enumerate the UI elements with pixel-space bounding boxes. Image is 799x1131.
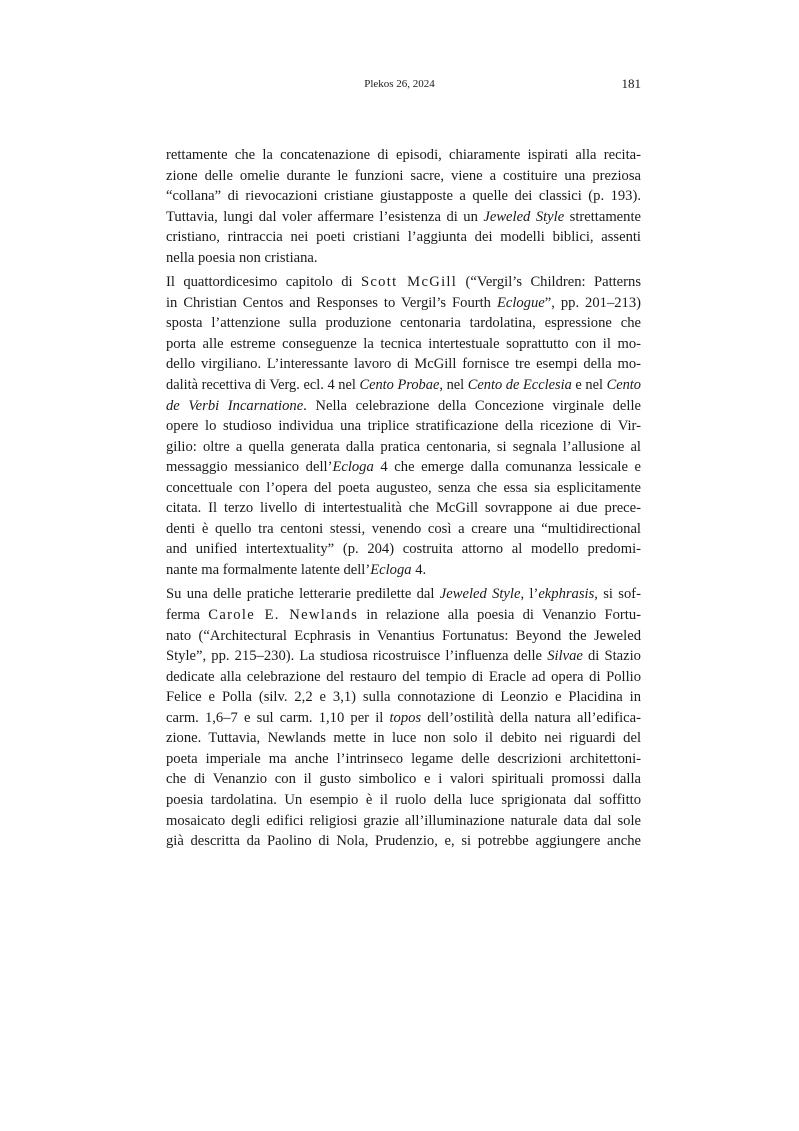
italic-text: Cento xyxy=(606,377,641,394)
text-segment: 4 che emerge dalla comunanza lessicale e xyxy=(373,459,642,476)
text-segment: concettuale con l’opera del poeta augusteo, senza che essa sia esplicitamente xyxy=(166,479,641,496)
text-segment: dedicate alla celebrazione del restauro del tempio di Eracle ad opera di Pollio xyxy=(166,668,641,685)
text-segment: Felice e Polla (silv. 2,2 e 3,1) sulla connotazione di Leonzio e Placidina in xyxy=(166,689,641,706)
text-segment: Style”, pp. 215–230). La studiosa ricostruisce l’influenza delle xyxy=(166,648,548,665)
text-line xyxy=(166,375,641,396)
text-line xyxy=(166,396,641,417)
text-line xyxy=(166,687,641,708)
text-line xyxy=(166,790,641,811)
text-segment: ferma xyxy=(166,607,209,624)
text-line xyxy=(166,186,641,207)
body-text xyxy=(166,145,641,856)
text-line xyxy=(166,584,641,605)
text-segment: “collana” di rievocazioni cristiane giustapposte a quelle dei classici (p. 193). xyxy=(166,188,641,205)
text-line xyxy=(166,334,641,355)
italic-text: Ecloga xyxy=(370,561,412,578)
text-line xyxy=(166,227,641,248)
paragraph xyxy=(166,145,641,268)
text-segment: gilio: oltre a quella generata dalla pratica centonaria, si segnala l’allusione al xyxy=(166,438,641,455)
text-segment: opere lo studioso individua una triplice stratificazione della ricezione di Vir- xyxy=(166,418,641,435)
text-line xyxy=(166,207,641,228)
running-head: Plekos 26, 2024 xyxy=(364,78,435,90)
paragraph xyxy=(166,272,641,580)
author-name: Scott McGill xyxy=(360,274,458,291)
text-line xyxy=(166,626,641,647)
text-segment: rettamente che la concatenazione di episodi, chiaramente ispirati alla recita- xyxy=(166,147,641,163)
text-segment: cristiano, rintraccia nei poeti cristiani l’aggiunta dei modelli biblici, assenti xyxy=(166,229,641,246)
text-segment: sposta l’attenzione sulla produzione centonaria tardolatina, espressione che xyxy=(166,315,641,332)
text-segment: citata. Il terzo livello di intertestualità che McGill sovrappone ai due prece- xyxy=(166,500,641,517)
text-line xyxy=(166,498,641,519)
italic-text: ekphrasis xyxy=(538,586,595,603)
text-segment: , nel xyxy=(439,377,468,394)
text-segment: già descritta da Paolino di Nola, Prudenzio, e, si potrebbe aggiungere anche xyxy=(166,833,641,850)
text-line xyxy=(166,354,641,375)
text-segment: Tuttavia, lungi dal voler affermare l’esistenza di un xyxy=(166,208,484,225)
text-line xyxy=(166,416,641,437)
text-line xyxy=(166,811,641,832)
paragraph xyxy=(166,584,641,851)
text-segment: poesia tardolatina. Un esempio è il ruolo della luce sprigionata dal soffitto xyxy=(166,791,641,808)
text-line xyxy=(166,166,641,187)
text-segment: in relazione alla poesia di Venanzio Fortu- xyxy=(358,607,641,624)
text-line xyxy=(166,667,641,688)
text-line xyxy=(166,478,641,499)
italic-text: Eclogue xyxy=(496,294,545,311)
page-number: 181 xyxy=(621,76,641,91)
text-segment: . Nella celebrazione della Concezione virginale delle xyxy=(303,397,641,414)
text-line xyxy=(166,560,641,581)
text-segment: in Christian Centos and Responses to Vergil’s Fourth xyxy=(166,294,497,311)
text-segment: nante ma formalmente latente dell’ xyxy=(166,561,371,578)
text-segment: 4. xyxy=(411,561,427,578)
italic-text: Jeweled Style xyxy=(439,586,521,603)
text-line xyxy=(166,769,641,790)
text-line xyxy=(166,708,641,729)
text-segment: carm. 1,6–7 e sul carm. 1,10 per il xyxy=(166,709,390,726)
text-line xyxy=(166,539,641,560)
text-line xyxy=(166,313,641,334)
italic-text: de Verbi Incarnatione xyxy=(166,397,304,414)
text-line xyxy=(166,831,641,852)
text-segment: messaggio messianico dell’ xyxy=(166,459,333,476)
text-segment: dello virgiliano. L’interessante lavoro di McGill fornisce tre esempi della mo- xyxy=(166,356,641,373)
text-segment: Il quattordicesimo capitolo di xyxy=(166,274,361,291)
text-segment: strettamente xyxy=(564,208,641,225)
author-name: Carole E. Newlands xyxy=(208,607,359,624)
italic-text: Ecloga xyxy=(332,459,374,476)
text-line xyxy=(166,145,641,166)
text-segment: nato (“Architectural Ecphrasis in Venantius Fortunatus: Beyond the Jeweled xyxy=(166,627,641,644)
text-line xyxy=(166,272,641,293)
text-line xyxy=(166,248,641,269)
text-segment: poeta imperiale ma anche l’intrinseco legame delle descrizioni architettoni- xyxy=(166,750,641,767)
text-segment: e nel xyxy=(571,377,607,394)
italic-text: Cento Probae xyxy=(359,377,440,394)
text-segment: ”, pp. 201–213) xyxy=(544,294,641,311)
italic-text: Cento de Ecclesia xyxy=(467,377,572,394)
text-segment: dalità recettiva di Verg. ecl. 4 nel xyxy=(166,377,360,394)
text-line xyxy=(166,646,641,667)
text-segment: zione. Tuttavia, Newlands mette in luce non solo il debito nei riguardi del xyxy=(166,730,641,747)
italic-text: topos xyxy=(389,709,422,726)
text-segment: mosaicato degli edifici religiosi grazie all’illuminazione naturale data dal sole xyxy=(166,812,641,829)
text-line xyxy=(166,293,641,314)
text-segment: , l’ xyxy=(520,586,539,603)
italic-text: Jeweled Style xyxy=(483,208,565,225)
italic-text: Silvae xyxy=(547,648,583,665)
text-segment: zione delle omelie durante le funzioni sacre, viene a costituire una preziosa xyxy=(166,167,641,184)
text-line xyxy=(166,749,641,770)
text-segment: Su una delle pratiche letterarie predilette dal xyxy=(166,586,440,603)
text-segment: and unified intertextuality” (p. 204) costruita attorno al modello predomi- xyxy=(166,541,641,558)
text-line xyxy=(166,605,641,626)
text-line xyxy=(166,728,641,749)
text-line xyxy=(166,457,641,478)
text-segment: nella poesia non cristiana. xyxy=(166,249,318,266)
text-segment: di Stazio xyxy=(582,648,641,665)
text-segment: denti è quello tra centoni stessi, venendo così a creare una “multidirectional xyxy=(166,520,641,537)
text-segment: , si sof- xyxy=(594,586,641,603)
text-segment: porta alle estreme conseguenze la tecnica intertestuale soprattutto con il mo- xyxy=(166,335,641,352)
text-line xyxy=(166,437,641,458)
text-segment: che di Venanzio con il gusto simbolico e i valori spirituali promossi dalla xyxy=(166,771,641,788)
text-segment: dell’ostilità della natura all’edifica- xyxy=(421,709,641,726)
text-segment: (“Vergil’s Children: Patterns xyxy=(457,274,641,291)
text-line xyxy=(166,519,641,540)
